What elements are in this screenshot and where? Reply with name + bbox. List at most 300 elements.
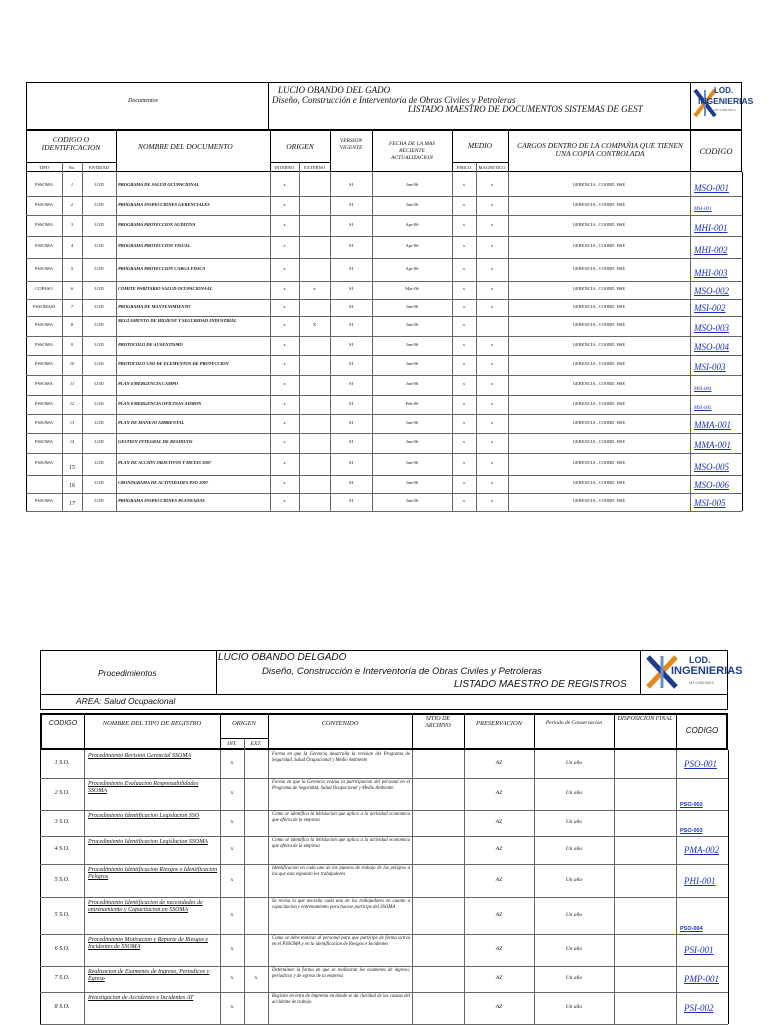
row-cargos: GERENCIA , COORD. HSE [572, 361, 626, 366]
row-magnetico: x [490, 303, 494, 309]
row-version: SI [348, 221, 353, 227]
row-number: 11 [69, 381, 75, 386]
row-fecha: Jan-06 [406, 381, 418, 386]
row-tipo: PSSOMA [34, 243, 53, 248]
row-tipo: PSSOMA [34, 322, 53, 327]
doc2-area: AREA: Salud Ocupacional [76, 696, 176, 706]
row-fisico: x [462, 286, 466, 291]
row-ext: x [254, 975, 258, 981]
row-nombre: Procedimiento Identificacion Legislacion SSO [88, 813, 200, 819]
grid-line [268, 750, 269, 1024]
row-magnetico: x [490, 201, 494, 207]
row-version: SI [348, 381, 353, 386]
row-externo: X [312, 322, 317, 327]
row-codigo-link[interactable]: MMA-001 [694, 420, 731, 430]
row-tipo: PSSOMA [34, 419, 53, 425]
row-entidad: LOD [94, 201, 104, 207]
row-nombre: Procedimiento Identificacion Legislacion SSOMA [88, 839, 208, 845]
row-entidad: LOD [94, 341, 104, 347]
row-periodo: Un año [565, 876, 583, 883]
row-preservacion: AZ [495, 975, 503, 981]
row-codigo-link[interactable]: PSO-002 [680, 802, 703, 808]
row-nombre: PLAN EMERGENCIA OFICINAS ADMON [118, 400, 202, 406]
doc1-header-cargos: CARGOS DENTRO DE LA COMPAÑIA QUE TIENEN UNA COPIA CONTROLADA [517, 141, 683, 158]
row-contenido: Identificacion en cada uno de los puestos de trabajo de los peligros a los que esta expuesto los trabajadores [272, 866, 410, 877]
doc2-header-sitio: SITIO DE ARCHIVO [425, 716, 451, 729]
row-int: x [230, 760, 234, 766]
doc2-header-origen: ORIGEN [232, 720, 256, 727]
row-nombre: Procedimiento Identificacion de necesidades de entrenamiento y Capacitacion en SSOMA [88, 900, 203, 913]
row-fecha: Jan-06 [406, 322, 418, 327]
row-cargos: GERENCIA , COORD. HSE [572, 201, 626, 207]
row-cargos: GERENCIA , COORD. HSE [572, 243, 626, 248]
row-codigo-link[interactable]: MSI-005 [694, 406, 712, 411]
row-interno: x [283, 243, 286, 248]
row-number: 5 [70, 265, 74, 271]
row-number: 17 [69, 501, 75, 507]
doc2-logo-line1: LOD. [689, 655, 711, 665]
row-version: SI [348, 460, 353, 465]
row-contenido: Forma en que la Gerencia evalua la participacion del personal en el Programa de Seguridad, Salud Ocupacional y Medio Ambiente [272, 780, 410, 791]
row-codigo-link[interactable]: MMA-001 [694, 440, 731, 450]
row-preservacion: AZ [495, 790, 503, 796]
row-version: SI [348, 498, 353, 503]
doc1-company: LUCIO OBANDO DEL GADO [278, 85, 391, 95]
row-divider [40, 897, 728, 898]
doc1-header-magnetico: MAGNETICO [478, 165, 506, 170]
table-row [40, 864, 728, 897]
grid-line [412, 750, 413, 1024]
row-codigo: 1 S.O. [54, 760, 70, 766]
row-interno: x [283, 201, 286, 207]
row-codigo-link[interactable]: MHI-003 [694, 268, 728, 278]
row-nombre: Procedimiento Evaluacion Responsabilidades SSOMA [88, 781, 199, 794]
row-nombre: PLAN DE ACCIÓN OBJETIVOS Y METAS 2007 [118, 460, 212, 465]
row-codigo-link[interactable]: MSO-003 [694, 323, 729, 333]
row-codigo-link[interactable]: PSO-004 [680, 926, 703, 932]
doc1-header-tipo: TIPO [39, 165, 49, 170]
row-tipo: PSSOMAM [32, 303, 55, 309]
row-preservacion: AZ [495, 946, 503, 952]
row-codigo-link[interactable]: PSI-002 [684, 1003, 714, 1013]
row-version: SI [348, 286, 353, 291]
doc1-logo-line3: NIT 0.000.000-0 [714, 108, 736, 112]
row-number: 7 [70, 303, 74, 309]
row-nombre: COMITE PARITARIO SALUD OCUPACIONAAL [118, 286, 213, 291]
row-entidad: LOD [94, 480, 104, 485]
row-nombre: Procedimiento Identificacion Riesgos e Identificacion Peligros [88, 867, 218, 880]
doc2-header-contenido: CONTENIDO [321, 720, 359, 727]
table-row [40, 778, 728, 810]
row-tipo: PSSOMA [34, 341, 53, 347]
row-tipo: PSSOMA [34, 265, 53, 271]
row-fisico: x [462, 480, 466, 485]
grid-line [728, 750, 729, 1024]
row-nombre: PLAN DE MANEJO AMBIENTAL [118, 419, 185, 425]
doc1-label: Documentos [128, 98, 158, 104]
doc2-header-periodo: Periodo de Conservación [545, 720, 603, 726]
doc2-title: LISTADO MAESTRO DE REGISTROS [454, 679, 627, 690]
doc1-header-ident: CODIGO O IDENTIFICACION [41, 135, 101, 152]
row-version: SI [348, 480, 353, 485]
row-int: x [230, 819, 234, 825]
row-interno: x [283, 419, 286, 425]
row-entidad: LOD [94, 460, 104, 465]
row-magnetico: x [490, 265, 494, 271]
row-nombre: PROGRAMA INSPECCIONES PLANEADAS [118, 498, 205, 503]
row-preservacion: AZ [495, 1004, 503, 1010]
grid-line [244, 750, 245, 1024]
row-magnetico: x [490, 243, 494, 248]
row-codigo-link[interactable]: PMA-002 [684, 845, 719, 855]
row-preservacion: AZ [495, 819, 503, 825]
row-codigo-link[interactable]: PSO-001 [684, 759, 717, 769]
row-tipo: COPASO [35, 286, 53, 291]
row-codigo: 2 S.O. [54, 790, 70, 796]
row-divider [40, 836, 728, 837]
row-codigo-link[interactable]: MSI-005 [694, 498, 726, 508]
row-magnetico: x [490, 361, 494, 366]
row-divider [40, 810, 728, 811]
row-magnetico: x [490, 498, 494, 503]
row-contenido: Determinar la forma en que se realizaran los examenes de ingreso, periodicos y de egreso de la empresa [272, 968, 410, 979]
row-number: 3 [70, 221, 74, 227]
row-cargos: GERENCIA , COORD. HSE [572, 400, 626, 406]
row-nombre: Realizacion de Examenes de Ingreso, Periodicos y Egreso [88, 969, 210, 982]
row-codigo: 6 S.O. [54, 946, 70, 952]
row-entidad: LOD [94, 381, 104, 386]
row-periodo: Un año [565, 846, 583, 852]
row-magnetico: x [490, 439, 494, 444]
row-fecha: Jan-06 [406, 419, 418, 425]
row-int: x [230, 846, 234, 852]
row-entidad: LOD [94, 400, 104, 406]
doc2-header-ext: EXT. [250, 741, 262, 747]
grid-line [220, 750, 221, 1024]
row-entidad: LOD [94, 265, 104, 271]
row-contenido: Como se identifica la leblslacion que aplica a la actividad economica que afecta de la empresa [272, 838, 410, 849]
row-version: SI [348, 322, 353, 327]
row-number: 12 [69, 400, 75, 406]
row-fisico: x [462, 181, 466, 187]
row-preservacion: AZ [495, 760, 503, 766]
grid-line [676, 750, 677, 1024]
grid-line [464, 750, 465, 1024]
row-periodo: Un año [565, 760, 583, 766]
row-periodo: Un año [565, 911, 583, 918]
doc2-logo-line2: INGENIERIAS [671, 665, 743, 677]
row-version: SI [348, 181, 353, 187]
row-fecha: Jan-06 [406, 201, 418, 207]
row-codigo-link[interactable]: PSO-003 [680, 828, 703, 834]
row-magnetico: x [490, 400, 494, 406]
row-fisico: x [462, 221, 466, 227]
row-cargos: GERENCIA , COORD. HSE [572, 439, 626, 444]
row-fecha: Apr-06 [405, 265, 419, 271]
row-fisico: x [462, 400, 466, 406]
row-fisico: x [462, 265, 466, 271]
row-cargos: GERENCIA , COORD. HSE [572, 303, 626, 309]
row-fecha: Mar-06 [405, 286, 419, 291]
row-number: 4 [70, 243, 74, 248]
row-magnetico: x [490, 181, 494, 187]
row-version: SI [348, 201, 353, 207]
grid-line [84, 750, 85, 1024]
row-magnetico: x [490, 480, 494, 485]
row-codigo: 8 S.O. [54, 1004, 70, 1010]
row-fecha: Jan-06 [406, 439, 418, 444]
row-codigo-link[interactable]: PHI-001 [684, 875, 716, 886]
row-magnetico: x [490, 419, 494, 425]
row-int: x [230, 911, 234, 918]
row-number: 13 [69, 419, 75, 425]
row-contenido: Como se debe motivar al personal para que participe de forma activa en el PSSOMA y en la identificacion de Riesgos e Incidentes [272, 936, 410, 947]
row-nombre: GESTION INTEGRAL DE RESIDUOS [118, 439, 193, 444]
row-fecha: Apr-06 [405, 243, 419, 248]
row-tipo: PSSOMA [34, 439, 53, 444]
row-fisico: x [462, 419, 466, 425]
row-fecha: Jan-06 [406, 341, 418, 347]
row-cargos: GERENCIA , COORD. HSE [572, 286, 626, 291]
doc1-header-nombre: NOMBRE DEL DOCUMENTO [138, 142, 233, 151]
row-codigo-link[interactable]: MSO-002 [694, 286, 729, 296]
row-preservacion: AZ [495, 876, 503, 883]
row-cargos: GERENCIA , COORD. HSE [572, 322, 626, 327]
row-nombre: Investigacion de Accidentes e Incidentes AT [88, 995, 194, 1001]
row-codigo-link[interactable]: MSO-001 [694, 183, 729, 193]
row-fisico: x [462, 460, 466, 465]
row-divider [40, 864, 728, 865]
row-nombre: PROGRAMA DE MANTENIMIENTO [118, 303, 191, 309]
doc1-subtitle: Diseño, Construcción e Interventoría de Obras Civiles y Petroleras [272, 95, 516, 105]
row-nombre: PROGRAMA PROTECCION AUDITIVA [118, 221, 196, 227]
table-row [40, 810, 728, 836]
row-externo: x [313, 286, 316, 291]
row-preservacion: AZ [495, 911, 503, 918]
row-tipo: PSSOMA [34, 460, 53, 465]
row-tipo: PSSOMA [34, 221, 53, 227]
row-fisico: x [462, 439, 466, 444]
row-entidad: LOD [94, 286, 104, 291]
doc1-header-externo: EXTERNO [304, 165, 325, 170]
row-interno: x [283, 303, 286, 309]
row-magnetico: x [490, 381, 494, 386]
row-codigo: 3 S.O. [54, 819, 70, 825]
row-tipo: PSSOMA [34, 498, 53, 503]
row-fisico: x [462, 498, 466, 503]
row-version: SI [348, 419, 353, 425]
row-codigo-link[interactable]: MSO-004 [694, 342, 729, 352]
row-cargos: GERENCIA , COORD. HSE [572, 265, 626, 271]
doc1-logo-line1: LOD. [714, 86, 734, 95]
row-version: SI [348, 243, 353, 248]
row-fisico: x [462, 322, 466, 327]
row-nombre: PROGRAMA DE SALUD OCUPACIONAL [118, 181, 200, 187]
row-nombre: PROGRAMA PROTECCION VISUAL [118, 243, 191, 248]
row-divider [40, 992, 728, 993]
row-fisico: x [462, 361, 466, 366]
grid-line [534, 750, 535, 1024]
row-codigo-link[interactable]: MHI-001 [694, 223, 728, 233]
row-interno: x [283, 480, 286, 485]
row-interno: x [283, 286, 286, 291]
row-magnetico: x [490, 286, 494, 291]
row-magnetico: x [490, 341, 494, 347]
row-fisico: x [462, 243, 466, 248]
row-codigo-link[interactable]: MSI-003 [694, 362, 726, 372]
row-fisico: x [462, 303, 466, 309]
row-cargos: GERENCIA , COORD. HSE [572, 498, 626, 503]
row-version: SI [348, 400, 353, 406]
row-number: 10 [69, 361, 75, 366]
grid-line [614, 750, 615, 1024]
row-nombre: CRONOGRAMA DE ACTIVIDADES PSO 2007 [118, 480, 209, 485]
row-codigo-link[interactable]: MSO-005 [694, 462, 729, 472]
doc2-header-preservacion: PRESERVACION [476, 720, 522, 727]
row-codigo-link[interactable]: MSI-004 [694, 387, 712, 392]
row-entidad: LOD [94, 439, 104, 444]
row-int: x [230, 1004, 234, 1010]
row-nombre: PROGRAMA INSPECCIONES GERENCIALES [118, 201, 210, 207]
row-codigo: 5 S.O. [54, 876, 70, 883]
row-cargos: GERENCIA , COORD. HSE [572, 460, 626, 465]
doc2-header-nombre: NOMBRE DEL TIPO DE REGISTRO [102, 720, 202, 727]
row-divider [26, 511, 742, 512]
doc1-header-codigo: CODIGO [699, 146, 733, 156]
row-periodo: Un año [565, 975, 583, 981]
row-codigo-link[interactable]: MSI-001 [694, 207, 712, 212]
row-nombre: PROGRAMA PROTECCION CARGA FISICA [118, 265, 206, 271]
doc2-logo-line3: NIT 0.000.000-0 [689, 681, 715, 685]
doc2-subtitle: Diseño, Construcción e Interventoría de Obras Civiles y Petroleras [262, 666, 542, 677]
row-periodo: Un año [565, 790, 583, 796]
row-number: 16 [69, 483, 75, 489]
row-version: SI [348, 341, 353, 347]
row-codigo-link[interactable]: MSI-002 [694, 303, 726, 313]
row-divider [40, 934, 728, 935]
row-number: 15 [69, 465, 75, 471]
table-row [40, 750, 728, 778]
doc1-header-entidad: ENTIDAD [89, 165, 109, 170]
row-divider [40, 778, 728, 779]
row-interno: x [283, 381, 286, 386]
row-tipo: PSSOMA [34, 361, 53, 366]
row-nombre: Procedimiento Revision Gerencial SSOMA [88, 753, 192, 759]
row-nombre: PROTOCOLO DE AUSENTISMO [118, 341, 183, 347]
doc2-label: Procedimientos [98, 668, 157, 678]
row-cargos: GERENCIA , COORD. HSE [572, 419, 626, 425]
grid-line [40, 750, 41, 1024]
row-entidad: LOD [94, 322, 104, 327]
row-interno: x [283, 460, 286, 465]
row-nombre: Procedimiento Motivacion y Reporte de Riesgos e Incidentes de SSOMA [88, 937, 209, 950]
grid-line [742, 172, 743, 511]
row-number: 14 [69, 439, 75, 444]
row-codigo-link[interactable]: MSO-006 [694, 480, 729, 490]
row-int: x [230, 876, 234, 883]
row-nombre: PROTOCOLO USO DE ELEMENTOS DE PROTECCION [118, 361, 229, 366]
doc1-header-medio: MEDIO [467, 141, 493, 150]
row-fecha: Jan-06 [406, 498, 418, 503]
row-periodo: Un año [565, 819, 583, 825]
row-version: SI [348, 361, 353, 366]
row-int: x [230, 975, 234, 981]
row-entidad: LOD [94, 498, 104, 503]
row-tipo: PSSOMA [34, 201, 53, 207]
row-magnetico: x [490, 221, 494, 227]
row-version: SI [348, 303, 353, 309]
row-contenido: Registro en letra de imprenta en donde se da claridad de las causas del accidente de trabajo [272, 994, 410, 1005]
row-tipo: PSSOMA [34, 400, 53, 406]
row-codigo: 5 S.O. [54, 911, 70, 918]
row-version: SI [348, 439, 353, 444]
row-contenido: Forma en que la Gerencia desarrolla la revision del Programa de Seguridad, Salud Ocupacional y Medio Ambiente [272, 752, 410, 763]
row-fecha: Jan-06 [406, 361, 418, 366]
row-codigo: 4 S.O. [54, 846, 70, 852]
table-row [40, 897, 728, 934]
row-entidad: LOD [94, 181, 104, 187]
row-interno: x [283, 400, 286, 406]
row-number: 8 [70, 322, 74, 327]
doc2-logo [643, 652, 743, 692]
row-fecha: Jan-06 [406, 480, 418, 485]
table-row [40, 934, 728, 966]
row-interno: x [283, 361, 286, 366]
table-row [40, 992, 728, 1024]
table-row [40, 966, 728, 992]
row-cargos: GERENCIA , COORD. HSE [572, 181, 626, 187]
doc2-company: LUCIO OBANDO DELGADO [218, 652, 347, 663]
doc2-header-codigo: CODIGO [48, 720, 78, 727]
row-codigo: 7 S.O. [54, 975, 70, 981]
row-fisico: x [462, 201, 466, 207]
row-entidad: LOD [94, 419, 104, 425]
row-periodo: Un año [565, 946, 583, 952]
doc1-logo-line2: INGENIERIAS [698, 96, 754, 106]
row-fecha: Jan-06 [406, 181, 418, 187]
row-contenido: Como se identifica la leblslacion que aplica a la actividad economica que afecta de la empresa [272, 812, 410, 823]
row-interno: x [283, 439, 286, 444]
row-codigo-link[interactable]: PMP-001 [684, 974, 719, 984]
row-tipo: PSSOMA [34, 381, 53, 386]
row-cargos: GERENCIA , COORD. HSE [572, 341, 626, 347]
row-interno: x [283, 322, 286, 327]
row-fecha: Feb-06 [405, 400, 419, 406]
row-fecha: Jan-06 [406, 460, 418, 465]
row-nombre: PLAN EMERGENCIA CAMPO [118, 381, 179, 386]
row-fisico: x [462, 341, 466, 347]
row-entidad: LOD [94, 221, 104, 227]
row-interno: x [283, 498, 286, 503]
row-interno: x [283, 265, 286, 271]
row-tipo: PSSOMA [34, 181, 53, 187]
row-fecha: Jan-06 [406, 303, 418, 309]
doc1-header-origen: ORIGEN [286, 142, 314, 151]
row-codigo-link[interactable]: MHI-002 [694, 245, 728, 255]
doc2-header-codigo2: CODIGO [685, 726, 719, 735]
row-periodo: Un año [565, 1004, 583, 1010]
row-number: 6 [70, 286, 74, 291]
doc2-header-int: INT. [227, 741, 237, 747]
row-cargos: GERENCIA , COORD. HSE [572, 221, 626, 227]
doc1-header-interno: INTERNO [274, 165, 295, 170]
row-codigo-link[interactable]: PSI-001 [684, 945, 714, 955]
row-preservacion: AZ [495, 846, 503, 852]
row-number: 1 [70, 181, 74, 187]
doc1-header-version: VERSION VIGENTE [339, 138, 363, 151]
row-cargos: GERENCIA , COORD. HSE [572, 480, 626, 485]
doc2-header-disposicion: DISPOSICION FINAL [617, 716, 673, 722]
